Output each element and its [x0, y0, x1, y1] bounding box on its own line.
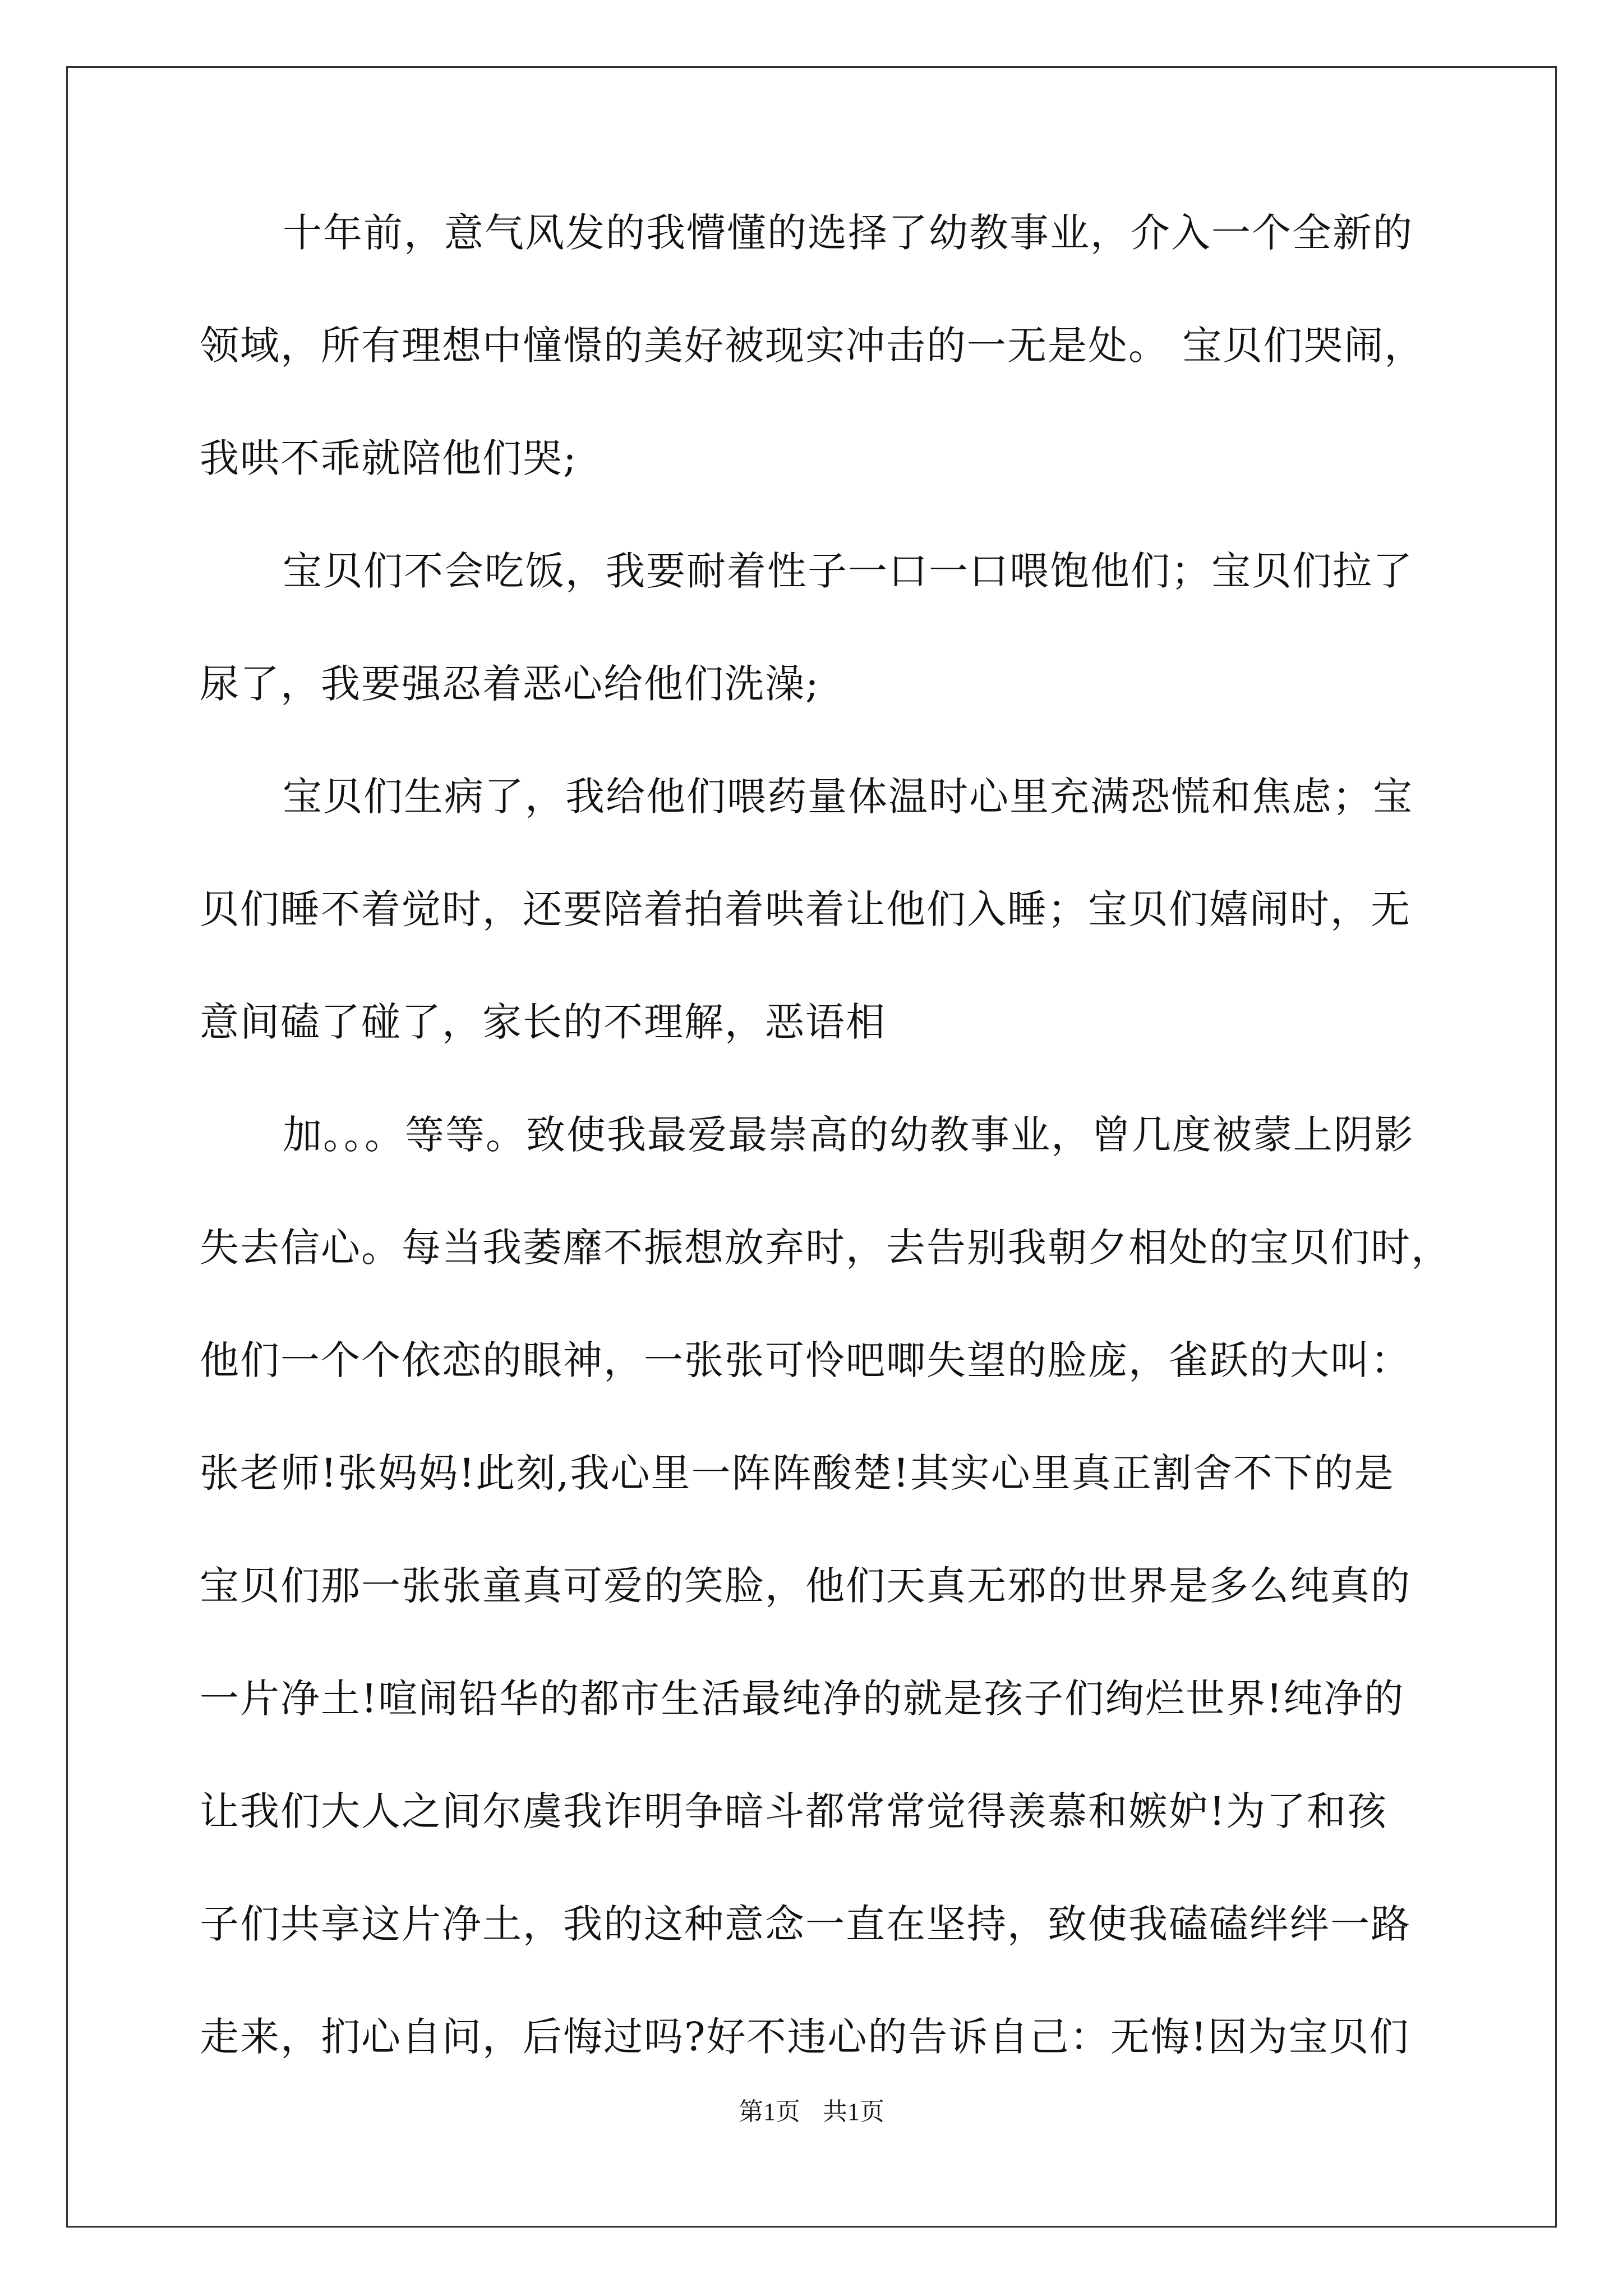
paragraph-4-line-3: 他们一个个依恋的眼神，一张张可怜吧唧失望的脸庞，雀跃的大叫： [200, 1337, 1411, 1383]
paragraph-3-line-3: 意间磕了碰了，家长的不理解，恶语相 [200, 999, 886, 1045]
page-total: 共1页 [823, 2098, 884, 2125]
paragraph-4-line-2: 失去信心。每当我萎靡不振想放弃时，去告别我朝夕相处的宝贝们时， [200, 1225, 1451, 1271]
paragraph-4-line-7: 让我们大人之间尔虞我诈明争暗斗都常常觉得羡慕和嫉妒!为了和孩 [200, 1788, 1388, 1834]
page-footer [0, 2095, 1623, 2129]
paragraph-4-line-6: 一片净土!喧闹铅华的都市生活最纯净的就是孩子们绚烂世界!纯净的 [200, 1676, 1405, 1722]
paragraph-1-line-1: 十年前，意气风发的我懵懂的选择了幼教事业，介入一个全新的 [283, 210, 1413, 256]
paragraph-2-line-1: 宝贝们不会吃饭，我要耐着性子一口一口喂饱他们；宝贝们拉了 [283, 548, 1413, 594]
paragraph-1-line-2: 领域，所有理想中憧憬的美好被现实冲击的一无是处。 宝贝们哭闹， [200, 323, 1425, 369]
paragraph-4-line-5: 宝贝们那一张张童真可爱的笑脸，他们天真无邪的世界是多么纯真的 [200, 1563, 1411, 1609]
paragraph-4-line-1: 加。。。等等。致使我最爱最崇高的幼教事业，曾几度被蒙上阴影 [283, 1112, 1414, 1158]
paragraph-3-line-1: 宝贝们生病了，我给他们喂药量体温时心里充满恐慌和焦虑；宝 [283, 774, 1413, 820]
paragraph-3-line-2: 贝们睡不着觉时，还要陪着拍着哄着让他们入睡；宝贝们嬉闹时，无 [200, 886, 1411, 932]
paragraph-2-line-2: 尿了，我要强忍着恶心给他们洗澡; [200, 661, 820, 707]
paragraph-4-line-9: 走来，扪心自问，后悔过吗?好不违心的告诉自己：无悔!因为宝贝们 [200, 2014, 1410, 2060]
paragraph-1-line-3: 我哄不乖就陪他们哭; [200, 435, 578, 481]
paragraph-4-line-8: 子们共享这片净土，我的这种意念一直在坚持，致使我磕磕绊绊一路 [200, 1901, 1411, 1947]
page-number: 第1页 [739, 2098, 800, 2125]
paragraph-4-line-4: 张老师!张妈妈!此刻,我心里一阵阵酸楚!其实心里真正割舍不下的是 [200, 1450, 1395, 1496]
